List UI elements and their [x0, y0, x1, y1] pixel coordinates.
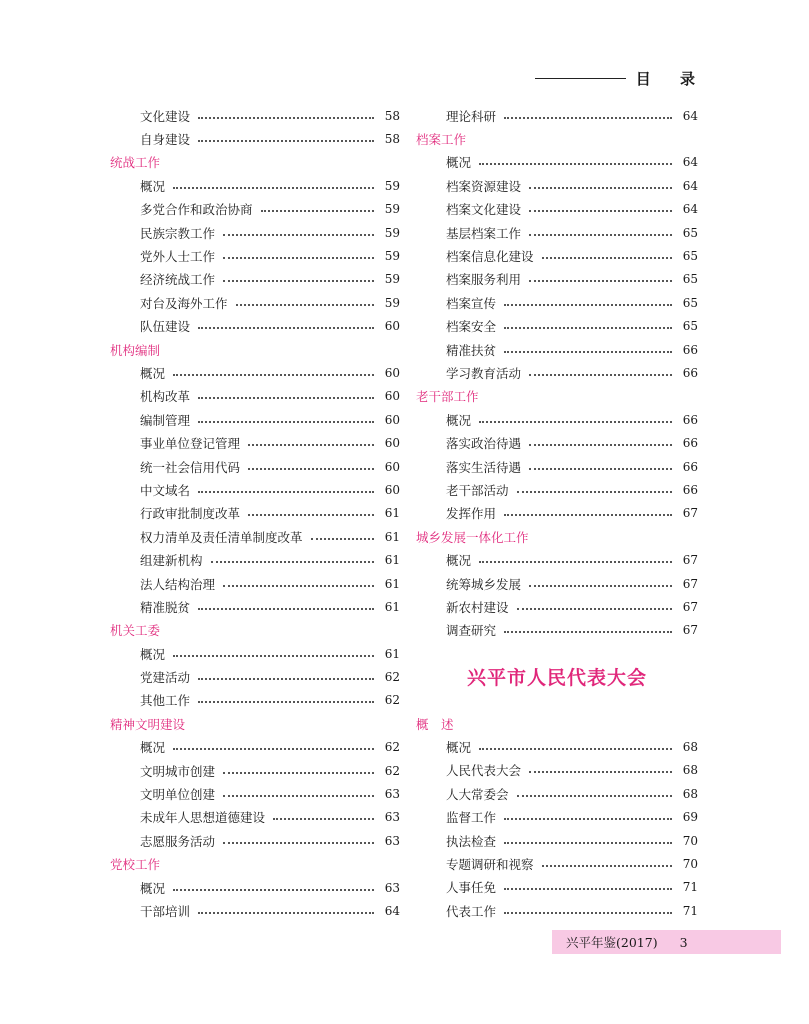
- toc-entry-page: 64: [682, 155, 698, 170]
- dot-leader: [198, 701, 374, 703]
- toc-entry[interactable]: [110, 548, 400, 571]
- toc-entry-label: 落实政治待遇: [446, 436, 522, 452]
- toc-entry-page: 59: [384, 225, 400, 240]
- dot-leader: [517, 795, 672, 797]
- toc-entry-label: 人大常委会: [446, 786, 509, 802]
- toc-entry-page: 60: [384, 389, 400, 404]
- dot-leader: [479, 561, 672, 563]
- toc-entry-label: 基层档案工作: [446, 225, 522, 241]
- toc-entry-label: 党外人士工作: [140, 249, 216, 265]
- dot-leader: [198, 140, 374, 142]
- dot-leader: [173, 655, 374, 657]
- toc-entry-page: 66: [682, 459, 698, 474]
- toc-entry-page: 67: [682, 506, 698, 521]
- toc-entry-label: 概况: [446, 740, 472, 756]
- toc-entry-page: 64: [384, 903, 400, 918]
- dot-leader: [504, 842, 672, 844]
- dot-leader: [517, 491, 672, 493]
- page-footer: [552, 930, 781, 954]
- toc-entry-label: 其他工作: [140, 693, 191, 709]
- toc-entry[interactable]: [110, 759, 400, 782]
- toc-entry-label: 未成年人思想道德建设: [140, 810, 266, 826]
- toc-entry-label: 事业单位登记管理: [140, 436, 241, 452]
- toc-entry-page: 63: [384, 880, 400, 895]
- toc-entry-page: 59: [384, 202, 400, 217]
- toc-entry-label: 法人结构治理: [140, 576, 216, 592]
- toc-entry-page: 71: [682, 880, 698, 895]
- toc-entry-page: 60: [384, 319, 400, 334]
- toc-entry[interactable]: [416, 221, 698, 244]
- dot-leader: [504, 514, 672, 516]
- toc-entry[interactable]: [416, 338, 698, 361]
- toc-entry-page: 61: [384, 529, 400, 544]
- toc-entry-label: 行政审批制度改革: [140, 506, 241, 522]
- toc-entry-label: 概况: [446, 412, 472, 428]
- dot-leader: [273, 818, 374, 820]
- toc-entry[interactable]: [110, 806, 400, 829]
- dot-leader: [173, 748, 374, 750]
- toc-entry-label: 队伍建设: [140, 319, 191, 335]
- section-heading: 机构编制: [110, 342, 161, 358]
- toc-entry-label: 文明单位创建: [140, 787, 216, 803]
- toc-entry-label: 档案服务利用: [446, 272, 522, 288]
- toc-entry-label: 老干部活动: [446, 482, 509, 498]
- toc-entry-label: 专题调研和视察: [446, 857, 534, 873]
- dot-leader: [261, 210, 374, 212]
- dot-leader: [223, 842, 374, 844]
- toc-entry-label: 文明城市创建: [140, 763, 216, 779]
- toc-entry-label: 经济统战工作: [140, 272, 216, 288]
- toc-entry[interactable]: [110, 478, 400, 501]
- toc-entry-page: 61: [384, 646, 400, 661]
- toc-entry-label: 概况: [140, 178, 166, 194]
- toc-entry[interactable]: [416, 408, 698, 431]
- toc-entry[interactable]: [110, 198, 400, 221]
- toc-entry[interactable]: [110, 525, 400, 548]
- toc-entry[interactable]: [110, 221, 400, 244]
- toc-entry[interactable]: [110, 829, 400, 852]
- dot-leader: [311, 538, 374, 540]
- toc-entry-label: 概况: [446, 155, 472, 171]
- toc-entry-label: 监督工作: [446, 810, 497, 826]
- toc-entry-page: 67: [682, 599, 698, 614]
- toc-entry-page: 66: [682, 436, 698, 451]
- toc-entry-label: 对台及海外工作: [140, 295, 228, 311]
- dot-leader: [542, 865, 672, 867]
- toc-entry[interactable]: [416, 829, 698, 852]
- dot-leader: [223, 795, 374, 797]
- toc-entry[interactable]: [110, 899, 400, 922]
- toc-entry-label: 文化建设: [140, 108, 191, 124]
- toc-entry-label: 概况: [140, 646, 166, 662]
- toc-entry-page: 59: [384, 295, 400, 310]
- toc-entry-label: 自身建设: [140, 132, 191, 148]
- toc-entry[interactable]: [416, 735, 698, 758]
- toc-entry-label: 调查研究: [446, 623, 497, 639]
- toc-entry-label: 志愿服务活动: [140, 833, 216, 849]
- dot-leader: [504, 117, 672, 119]
- toc-entry-label: 发挥作用: [446, 506, 497, 522]
- page-title: 目 录: [635, 69, 707, 88]
- toc-entry-page: 59: [384, 272, 400, 287]
- toc-entry-page: 59: [384, 178, 400, 193]
- toc-entry[interactable]: [110, 595, 400, 618]
- dot-leader: [248, 444, 374, 446]
- dot-leader: [504, 304, 672, 306]
- toc-entry[interactable]: [416, 595, 698, 618]
- dot-leader: [198, 117, 374, 119]
- toc-entry-label: 概况: [140, 880, 166, 896]
- toc-entry-page: 58: [384, 108, 400, 123]
- dot-leader: [529, 280, 672, 282]
- dot-leader: [223, 585, 374, 587]
- toc-entry-label: 档案宣传: [446, 295, 497, 311]
- toc-entry-label: 概况: [446, 553, 472, 569]
- chapter-heading: 兴平市人民代表大会: [466, 667, 647, 690]
- toc-entry-label: 党建活动: [140, 670, 191, 686]
- toc-entry-label: 执法检查: [446, 833, 497, 849]
- toc-entry-page: 66: [682, 342, 698, 357]
- toc-entry-label: 多党合作和政治协商: [140, 202, 253, 218]
- dot-leader: [529, 585, 672, 587]
- toc-entry-page: 65: [682, 319, 698, 334]
- toc-entry[interactable]: [110, 782, 400, 805]
- footer-page-number: 3: [679, 934, 688, 950]
- toc-entry[interactable]: [110, 502, 400, 525]
- toc-entry-label: 档案信息化建设: [446, 249, 534, 265]
- toc-entry-page: 61: [384, 506, 400, 521]
- toc-entry-label: 人民代表大会: [446, 763, 522, 779]
- toc-entry[interactable]: [110, 361, 400, 384]
- toc-entry[interactable]: [416, 268, 698, 291]
- toc-entry-page: 70: [682, 857, 698, 872]
- toc-entry[interactable]: [416, 759, 698, 782]
- toc-entry[interactable]: [110, 408, 400, 431]
- dot-leader: [198, 678, 374, 680]
- toc-entry-label: 代表工作: [446, 903, 497, 919]
- toc-entry[interactable]: [110, 244, 400, 267]
- dot-leader: [198, 397, 374, 399]
- dot-leader: [198, 421, 374, 423]
- toc-left-column: [110, 104, 400, 923]
- toc-entry-label: 档案安全: [446, 319, 497, 335]
- toc-entry-label: 精准扶贫: [446, 342, 497, 358]
- toc-entry-page: 71: [682, 903, 698, 918]
- toc-entry[interactable]: [416, 478, 698, 501]
- toc-entry[interactable]: [416, 244, 698, 267]
- toc-entry-label: 机构改革: [140, 389, 191, 405]
- toc-entry[interactable]: [110, 268, 400, 291]
- toc-entry-page: 61: [384, 553, 400, 568]
- dot-leader: [198, 327, 374, 329]
- toc-entry-label: 中文域名: [140, 482, 191, 498]
- toc-right-column: [416, 104, 698, 923]
- toc-entry-label: 新农村建设: [446, 599, 509, 615]
- toc-entry-page: 62: [384, 670, 400, 685]
- toc-entry[interactable]: [416, 572, 698, 595]
- page-header: [535, 66, 707, 90]
- toc-entry-label: 概况: [140, 365, 166, 381]
- dot-leader: [211, 561, 374, 563]
- toc-entry-label: 档案资源建设: [446, 178, 522, 194]
- toc-entry[interactable]: [110, 689, 400, 712]
- toc-entry-page: 60: [384, 412, 400, 427]
- toc-entry-page: 66: [682, 482, 698, 497]
- toc-entry-label: 理论科研: [446, 108, 497, 124]
- section-heading: 统战工作: [110, 155, 161, 171]
- dot-leader: [223, 280, 374, 282]
- toc-entry-page: 69: [682, 810, 698, 825]
- toc-entry-page: 70: [682, 833, 698, 848]
- toc-entry[interactable]: [416, 782, 698, 805]
- toc-entry[interactable]: [110, 315, 400, 338]
- dot-leader: [223, 234, 374, 236]
- toc-entry-page: 62: [384, 763, 400, 778]
- toc-entry[interactable]: [110, 104, 400, 127]
- toc-entry[interactable]: [416, 899, 698, 922]
- dot-leader: [223, 772, 374, 774]
- toc-entry-page: 64: [682, 202, 698, 217]
- toc-entry-page: 68: [682, 740, 698, 755]
- dot-leader: [529, 374, 672, 376]
- toc-entry[interactable]: [110, 665, 400, 688]
- toc-entry-label: 人事任免: [446, 880, 497, 896]
- dot-leader: [248, 514, 374, 516]
- section-heading: 档案工作: [416, 132, 467, 148]
- toc-entry-page: 61: [384, 599, 400, 614]
- toc-entry-label: 学习教育活动: [446, 365, 522, 381]
- dot-leader: [173, 889, 374, 891]
- toc-entry-page: 68: [682, 786, 698, 801]
- toc-entry-label: 精准脱贫: [140, 599, 191, 615]
- toc-entry[interactable]: [110, 572, 400, 595]
- toc-entry[interactable]: [110, 642, 400, 665]
- toc-entry[interactable]: [416, 806, 698, 829]
- dot-leader: [529, 234, 672, 236]
- toc-entry[interactable]: [416, 876, 698, 899]
- dot-leader: [529, 210, 672, 212]
- toc-entry-page: 66: [682, 365, 698, 380]
- toc-entry-page: 58: [384, 132, 400, 147]
- toc-entry-page: 59: [384, 249, 400, 264]
- dot-leader: [198, 491, 374, 493]
- dot-leader: [504, 818, 672, 820]
- toc-entry[interactable]: [110, 291, 400, 314]
- toc-entry-page: 66: [682, 412, 698, 427]
- footer-book-title: 兴平年鉴(2017): [566, 935, 658, 950]
- dot-leader: [173, 374, 374, 376]
- section-heading: 城乡发展一体化工作: [416, 529, 529, 545]
- toc-entry[interactable]: [110, 876, 400, 899]
- toc-entry[interactable]: [416, 174, 698, 197]
- toc-entry[interactable]: [416, 431, 698, 454]
- toc-entry-page: 65: [682, 272, 698, 287]
- toc-entry-page: 65: [682, 225, 698, 240]
- toc-entry-label: 统筹城乡发展: [446, 576, 522, 592]
- toc-entry-label: 落实生活待遇: [446, 459, 522, 475]
- toc-entry-page: 62: [384, 693, 400, 708]
- dot-leader: [248, 468, 374, 470]
- dot-leader: [529, 771, 672, 773]
- toc-entry[interactable]: [416, 104, 698, 127]
- dot-leader: [479, 163, 672, 165]
- toc-entry[interactable]: [110, 736, 400, 759]
- toc-entry-page: 68: [682, 763, 698, 778]
- toc-entry[interactable]: [416, 455, 698, 478]
- toc-entry-label: 统一社会信用代码: [140, 459, 241, 475]
- toc-entry[interactable]: [416, 619, 698, 642]
- dot-leader: [504, 327, 672, 329]
- toc-entry-label: 干部培训: [140, 903, 191, 919]
- toc-entry[interactable]: [110, 127, 400, 150]
- toc-entry-label: 组建新机构: [140, 553, 203, 569]
- toc-entry-page: 62: [384, 740, 400, 755]
- toc-entry-page: 64: [682, 178, 698, 193]
- dot-leader: [504, 912, 672, 914]
- toc-entry-page: 60: [384, 482, 400, 497]
- toc-entry-page: 67: [682, 553, 698, 568]
- toc-entry-label: 民族宗教工作: [140, 225, 216, 241]
- toc-entry[interactable]: [110, 455, 400, 478]
- dot-leader: [529, 187, 672, 189]
- toc-entry-label: 权力清单及责任清单制度改革: [140, 529, 303, 545]
- dot-leader: [504, 351, 672, 353]
- toc-entry-page: 63: [384, 833, 400, 848]
- dot-leader: [542, 257, 672, 259]
- dot-leader: [173, 187, 374, 189]
- dot-leader: [236, 304, 374, 306]
- toc-entry[interactable]: [416, 361, 698, 384]
- dot-leader: [529, 468, 672, 470]
- dot-leader: [223, 257, 374, 259]
- toc-entry-label: 编制管理: [140, 412, 191, 428]
- toc-entry[interactable]: [416, 548, 698, 571]
- toc-entry-page: 61: [384, 576, 400, 591]
- toc-entry-page: 63: [384, 810, 400, 825]
- toc-entry[interactable]: [416, 198, 698, 221]
- toc-entry-label: 概况: [140, 740, 166, 756]
- toc-entry-page: 63: [384, 787, 400, 802]
- section-heading: 机关工委: [110, 623, 161, 639]
- toc-entry-page: 60: [384, 365, 400, 380]
- toc-entry[interactable]: [416, 151, 698, 174]
- toc-entry-page: 60: [384, 436, 400, 451]
- toc-entry[interactable]: [110, 431, 400, 454]
- toc-entry[interactable]: [416, 502, 698, 525]
- toc-entry[interactable]: [110, 385, 400, 408]
- dot-leader: [517, 608, 672, 610]
- section-heading: 精神文明建设: [110, 716, 186, 732]
- section-heading: 党校工作: [110, 857, 161, 873]
- dot-leader: [198, 912, 374, 914]
- toc-entry-label: 档案文化建设: [446, 202, 522, 218]
- toc-entry-page: 67: [682, 623, 698, 638]
- dot-leader: [529, 444, 672, 446]
- toc-entry[interactable]: [416, 315, 698, 338]
- section-heading: 概 述: [416, 716, 454, 732]
- toc-entry[interactable]: [416, 852, 698, 875]
- dot-leader: [504, 888, 672, 890]
- dot-leader: [198, 608, 374, 610]
- toc-entry-page: 64: [682, 108, 698, 123]
- dot-leader: [504, 631, 672, 633]
- toc-entry-page: 67: [682, 576, 698, 591]
- section-heading: 老干部工作: [416, 389, 479, 405]
- toc-entry[interactable]: [416, 291, 698, 314]
- dot-leader: [479, 421, 672, 423]
- dot-leader: [479, 748, 672, 750]
- toc-entry-page: 65: [682, 249, 698, 264]
- toc-entry[interactable]: [110, 174, 400, 197]
- toc-entry-page: 60: [384, 459, 400, 474]
- header-rule: [535, 78, 626, 79]
- toc-entry-page: 65: [682, 295, 698, 310]
